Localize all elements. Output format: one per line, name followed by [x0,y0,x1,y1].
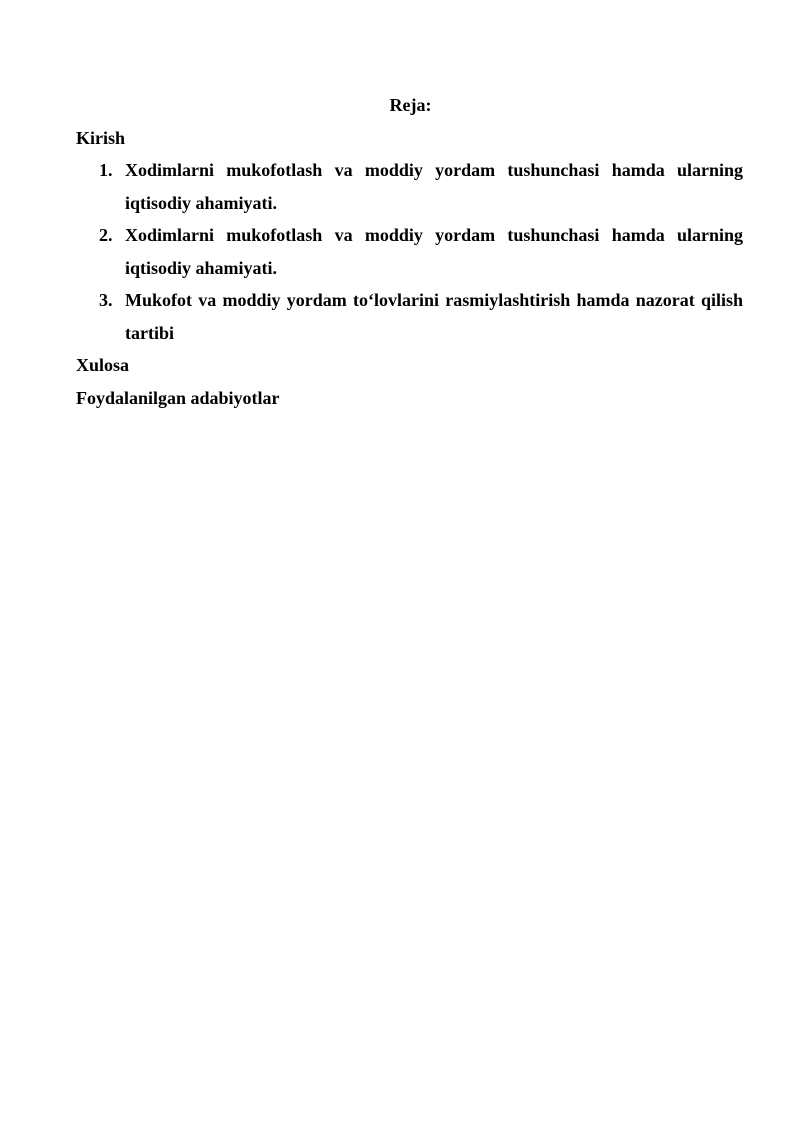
list-item-text: Mukofot va moddiy yordam to‘lovlarini rasmiylashtirish hamda nazorat qilish tartibi [125,290,743,343]
references-heading: Foydalanilgan adabiyotlar [76,387,280,408]
plan-list [76,154,743,349]
list-item [76,219,743,284]
list-item-number: 1. [99,160,113,180]
list-item [76,154,743,219]
page-title: Reja: [389,95,432,115]
list-item-text: Xodimlarni mukofotlash va moddiy yordam tushunchasi hamda ularning iqtisodiy ahamiyati. [125,160,743,213]
plan-content [76,89,743,414]
list-item-number: 3. [99,290,113,310]
list-item-number: 2. [99,225,113,245]
intro-heading: Kirish [76,127,126,148]
conclusion-heading: Xulosa [76,355,130,375]
list-item-text: Xodimlarni mukofotlash va moddiy yordam tushunchasi hamda ularning iqtisodiy ahamiyati. [125,225,743,278]
list-item [76,284,743,349]
